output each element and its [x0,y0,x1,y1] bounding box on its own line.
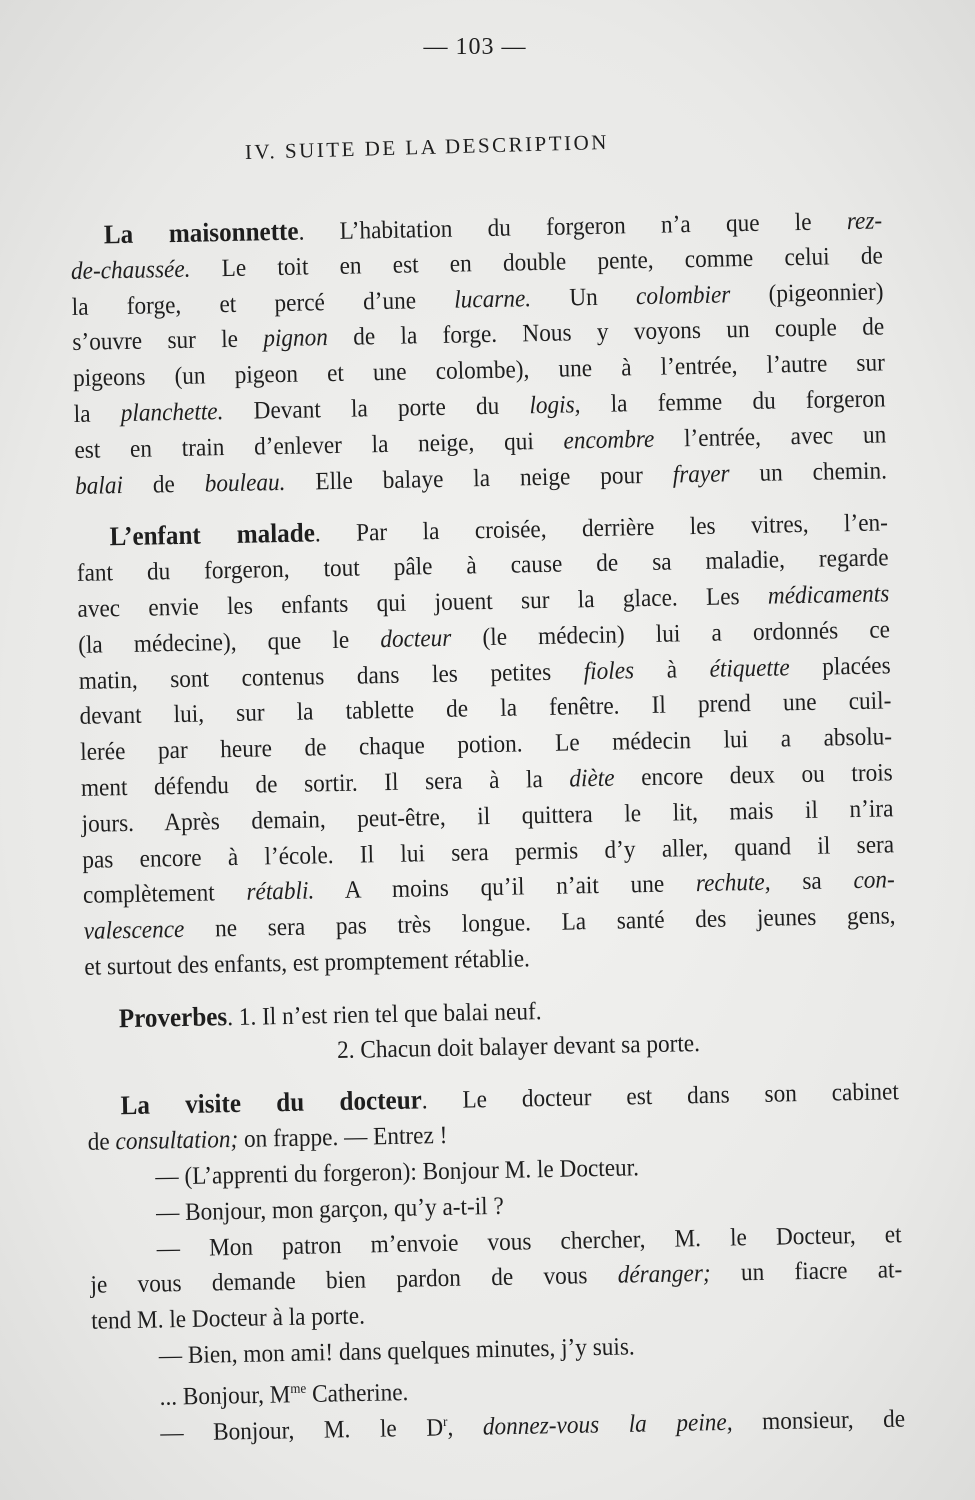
text-segment: (pigeonnier) [730,277,884,308]
text-segment: devant lui, sur la tablette de la fenêtre. Il prend une cuil- [79,687,892,731]
text-segment: encore deux ou trois [614,759,893,792]
text-segment: 2. Chacun doit balayer devant sa porte. [336,1029,701,1064]
italic-term: rez- [846,207,883,236]
text-segment: placées [789,651,891,681]
text-segment: ... Bonjour, M [159,1381,291,1411]
text-segment: la femme du forgeron [580,385,886,419]
text-segment: on frappe. — Entrez ! [237,1122,448,1154]
text-segment: . Le docteur est dans son cabinet [421,1078,900,1115]
paragraph-heading: La maisonnette [103,215,299,250]
text-segment: complètement [82,879,247,910]
italic-term: étiquette [709,653,790,683]
text-segment: à [633,655,710,684]
text-segment: pigeons (un pigeon et une colombe), une à l’entrée, l’autre sur [72,349,886,393]
italic-term: rechute, [695,869,771,898]
text-segment: . Par la croisée, derrière les vitres, l’en- [314,509,889,548]
text-segment: (le médecin) lui a ordonnés ce [451,616,891,652]
text-segment: la forge, et percé d’une [71,286,455,321]
text-segment: — Mon patron m’envoie vous chercher, M. le Docteur, et [156,1220,902,1263]
text-segment: ne sera pas très longue. La santé des jeunes gens, [184,902,896,944]
text-segment: A moins qu’il n’ait une [313,870,697,905]
italic-term: docteur [380,624,452,653]
text-segment: Un [530,282,637,312]
text-segment: , [447,1413,484,1441]
text-segment: un fiacre at- [710,1256,903,1288]
italic-term: de-chaussée. [70,255,191,285]
section-title: IV. SUITE DE LA DESCRIPTION [244,129,610,164]
text-segment: monsieur, de [732,1405,906,1436]
italic-term: pignon [263,324,329,353]
text-segment: matin, sont contenus dans les petites [78,657,584,695]
italic-term: valescence [83,916,185,946]
text-segment: — (L’apprenti du forgeron): Bonjour M. le Docteur. [155,1154,640,1191]
text-segment: Le toit en est en double pente, comme celui de [190,242,884,283]
body-text [70,202,905,1447]
text-segment: la [73,400,122,428]
text-segment: est en train d’enlever la neige, qui [74,427,564,464]
italic-term: donnez-vous la peine, [482,1408,733,1441]
italic-term: médicaments [767,580,890,610]
italic-term: balai [74,471,124,500]
text-segment: jours. Après demain, peut-être, il quittera le lit, mais il n’ira [81,795,894,838]
text-segment: r [442,1414,448,1430]
text-segment: — Bonjour, mon garçon, qu’y a-t-il ? [155,1192,505,1227]
italic-term: colombier [635,280,731,310]
text-segment: de la forge. Nous y voyons un couple de [327,313,885,352]
text-segment: l’entrée, avec un [654,421,887,453]
page-number: — 103 — [423,34,527,60]
text-segment: — Bien, mon ami! dans quelques minutes, j’y suis. [158,1333,635,1370]
text-segment: . 1. Il n’est rien tel que balai neuf. [226,997,542,1031]
text-segment: de [87,1128,116,1156]
italic-term: bouleau. [204,468,286,498]
italic-term: consultation; [115,1126,239,1156]
paragraph-heading: Proverbes [118,1000,228,1033]
italic-term: déranger; [617,1260,711,1289]
text-segment: pas encore à l’école. Il lui sera permis d’y aller, quand il sera [82,830,895,874]
italic-term: rétabli. [246,877,315,907]
text-segment: . L’habitation du forgeron n’a que le [298,208,848,246]
italic-term: con- [853,866,896,895]
text-segment: Catherine. [306,1378,409,1408]
text-segment: Devant la porte du [223,392,530,426]
text-segment: s’ouvre sur le [72,325,264,357]
text-segment: un chemin. [729,456,888,487]
text-segment: tend M. le Docteur à la porte. [90,1302,366,1335]
text-segment: (la médecine), que le [77,625,381,659]
italic-term: logis, [529,391,581,420]
text-segment: me [290,1381,307,1397]
italic-term: planchette. [120,398,224,428]
text-segment: de [122,470,205,499]
text-segment: et surtout des enfants, est promptement rétablie. [84,945,531,981]
paragraph-heading: La visite du docteur [120,1084,423,1121]
italic-term: diète [569,764,615,793]
text-segment: fant du forgeron, tout pâle à cause de sa maladie, regarde [76,544,889,588]
italic-term: fioles [583,656,635,685]
italic-term: encombre [563,425,655,455]
text-segment: avec envie les enfants qui jouent sur la glace. Les [77,582,769,623]
text-segment: ment défendu de sortir. Il sera à la [80,765,570,802]
text-segment: je vous demande bien pardon de vous [90,1261,618,1300]
italic-term: frayer [672,459,730,489]
paragraph-heading: L’enfant malade [109,517,316,552]
italic-term: lucarne. [454,284,532,314]
text-segment: — Bonjour, M. le D [160,1413,444,1447]
text-segment: lerée par heure de chaque potion. Le médecin lui a absolu- [80,723,893,767]
text-segment: Elle balaye la neige pour [285,461,674,496]
text-segment: sa [770,867,854,897]
